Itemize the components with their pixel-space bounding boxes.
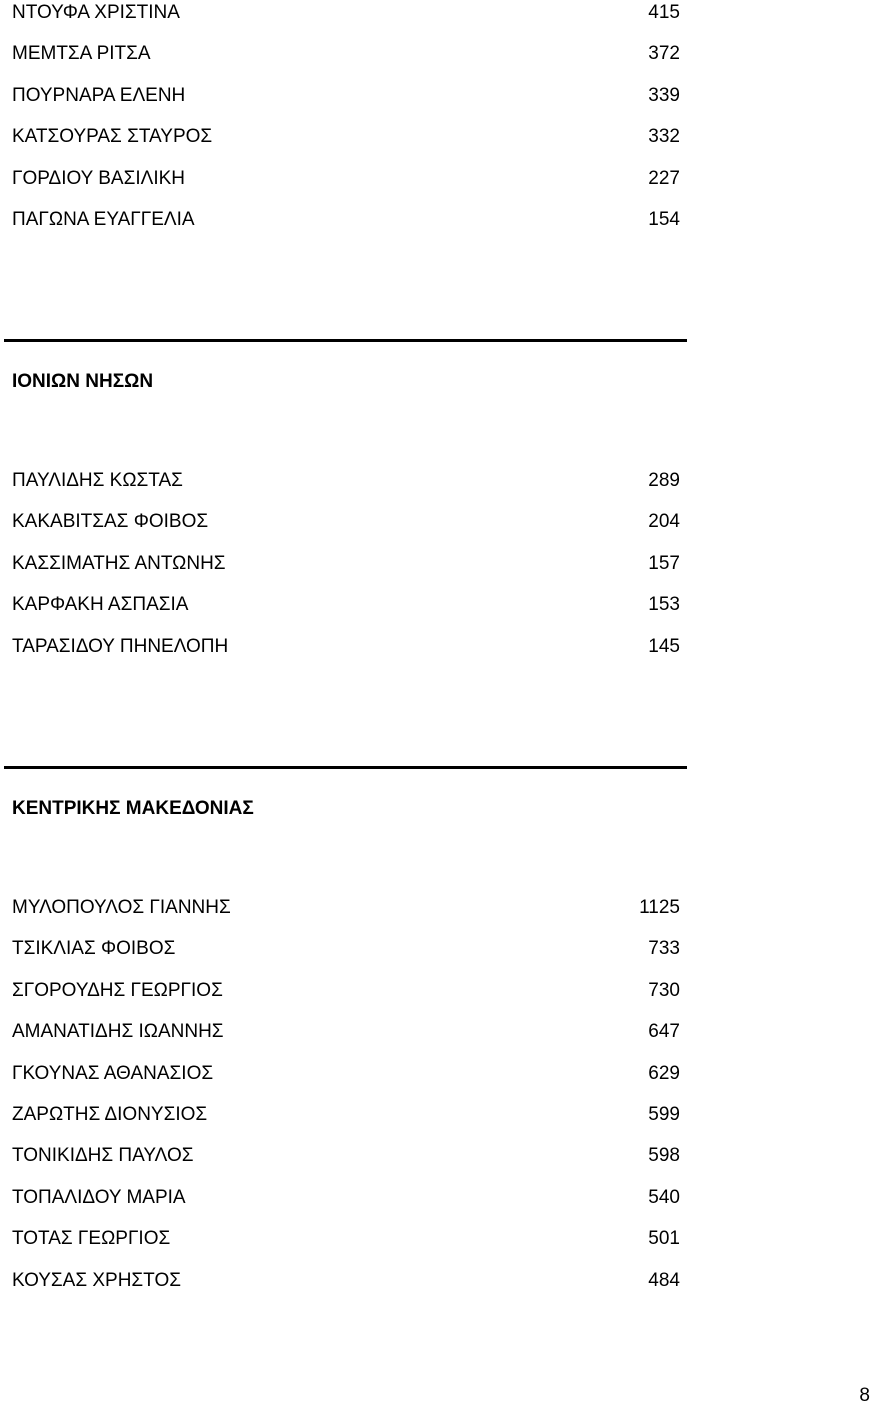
- candidate-name: ΜΥΛΟΠΟΥΛΟΣ ΓΙΑΝΝΗΣ: [12, 897, 231, 918]
- candidate-votes: 157: [648, 553, 680, 574]
- candidate-votes: 1125: [639, 897, 680, 918]
- candidate-name: ΤΟΝΙΚΙΔΗΣ ΠΑΥΛΟΣ: [12, 1145, 194, 1166]
- candidate-votes: 153: [648, 594, 680, 615]
- page-number: 8: [859, 1385, 870, 1406]
- candidate-votes: 204: [648, 511, 680, 532]
- list-item: [12, 634, 680, 660]
- list-item: [12, 551, 680, 577]
- candidate-votes: 332: [648, 126, 680, 147]
- candidate-name: ΚΑΣΣΙΜΑΤΗΣ ΑΝΤΩΝΗΣ: [12, 553, 226, 574]
- list-item: [12, 1268, 680, 1294]
- list-item: [12, 592, 680, 618]
- candidate-votes: 339: [648, 85, 680, 106]
- candidate-votes: 540: [648, 1187, 680, 1208]
- candidate-name: ΚΑΡΦΑΚΗ ΑΣΠΑΣΙΑ: [12, 594, 189, 615]
- list-item: [12, 509, 680, 535]
- candidate-name: ΤΑΡΑΣΙΔΟΥ ΠΗΝΕΛΟΠΗ: [12, 636, 229, 657]
- candidate-votes: 484: [648, 1270, 680, 1291]
- list-item: [12, 83, 680, 109]
- candidate-votes: 501: [648, 1228, 680, 1249]
- candidate-name: ΜΕΜΤΣΑ ΡΙΤΣΑ: [12, 43, 151, 64]
- list-item: [12, 1102, 680, 1128]
- candidate-name: ΣΓΟΡΟΥΔΗΣ ΓΕΩΡΓΙΟΣ: [12, 980, 223, 1001]
- candidate-name: ΠΑΓΩΝΑ ΕΥΑΓΓΕΛΙΑ: [12, 209, 195, 230]
- candidate-name: ΚΑΚΑΒΙΤΣΑΣ ΦΟΙΒΟΣ: [12, 511, 209, 532]
- candidate-name: ΚΑΤΣΟΥΡΑΣ ΣΤΑΥΡΟΣ: [12, 126, 213, 147]
- list-item: [12, 1226, 680, 1252]
- candidate-name: ΠΟΥΡΝΑΡΑ ΕΛΕΝΗ: [12, 85, 186, 106]
- section-divider: [4, 766, 687, 769]
- list-item: [12, 895, 680, 921]
- candidate-name: ΑΜΑΝΑΤΙΔΗΣ ΙΩΑΝΝΗΣ: [12, 1021, 224, 1042]
- candidate-votes: 730: [648, 980, 680, 1001]
- list-item: [12, 1019, 680, 1045]
- list-item: [12, 207, 680, 233]
- list-item: [12, 1185, 680, 1211]
- candidate-name: ΤΟΠΑΛΙΔΟΥ ΜΑΡΙΑ: [12, 1187, 186, 1208]
- candidate-votes: 647: [648, 1021, 680, 1042]
- list-item: [12, 0, 680, 26]
- region-title: ΙΟΝΙΩΝ ΝΗΣΩΝ: [12, 371, 154, 392]
- candidate-name: ΓΚΟΥΝΑΣ ΑΘΑΝΑΣΙΟΣ: [12, 1063, 214, 1084]
- candidate-votes: 227: [648, 168, 680, 189]
- list-item: [12, 124, 680, 150]
- candidate-votes: 415: [648, 2, 680, 23]
- candidate-votes: 733: [648, 938, 680, 959]
- candidate-name: ΓΟΡΔΙΟΥ ΒΑΣΙΛΙΚΗ: [12, 168, 185, 189]
- candidate-votes: 629: [648, 1063, 680, 1084]
- candidate-name: ΝΤΟΥΦΑ ΧΡΙΣΤΙΝΑ: [12, 2, 180, 23]
- candidate-name: ΤΟΤΑΣ ΓΕΩΡΓΙΟΣ: [12, 1228, 171, 1249]
- list-item: [12, 468, 680, 494]
- candidate-name: ΚΟΥΣΑΣ ΧΡΗΣΤΟΣ: [12, 1270, 181, 1291]
- region-title: ΚΕΝΤΡΙΚΗΣ ΜΑΚΕΔΟΝΙΑΣ: [12, 798, 254, 819]
- candidate-name: ΠΑΥΛΙΔΗΣ ΚΩΣΤΑΣ: [12, 470, 183, 491]
- list-item: [12, 1061, 680, 1087]
- candidate-votes: 154: [648, 209, 680, 230]
- candidate-name: ΖΑΡΩΤΗΣ ΔΙΟΝΥΣΙΟΣ: [12, 1104, 208, 1125]
- list-item: [12, 1143, 680, 1169]
- candidate-votes: 372: [648, 43, 680, 64]
- candidate-votes: 145: [648, 636, 680, 657]
- section-divider: [4, 339, 687, 342]
- list-item: [12, 41, 680, 67]
- list-item: [12, 936, 680, 962]
- candidate-votes: 599: [648, 1104, 680, 1125]
- list-item: [12, 978, 680, 1004]
- candidate-name: ΤΣΙΚΛΙΑΣ ΦΟΙΒΟΣ: [12, 938, 176, 959]
- list-item: [12, 166, 680, 192]
- candidate-votes: 289: [648, 470, 680, 491]
- candidate-votes: 598: [648, 1145, 680, 1166]
